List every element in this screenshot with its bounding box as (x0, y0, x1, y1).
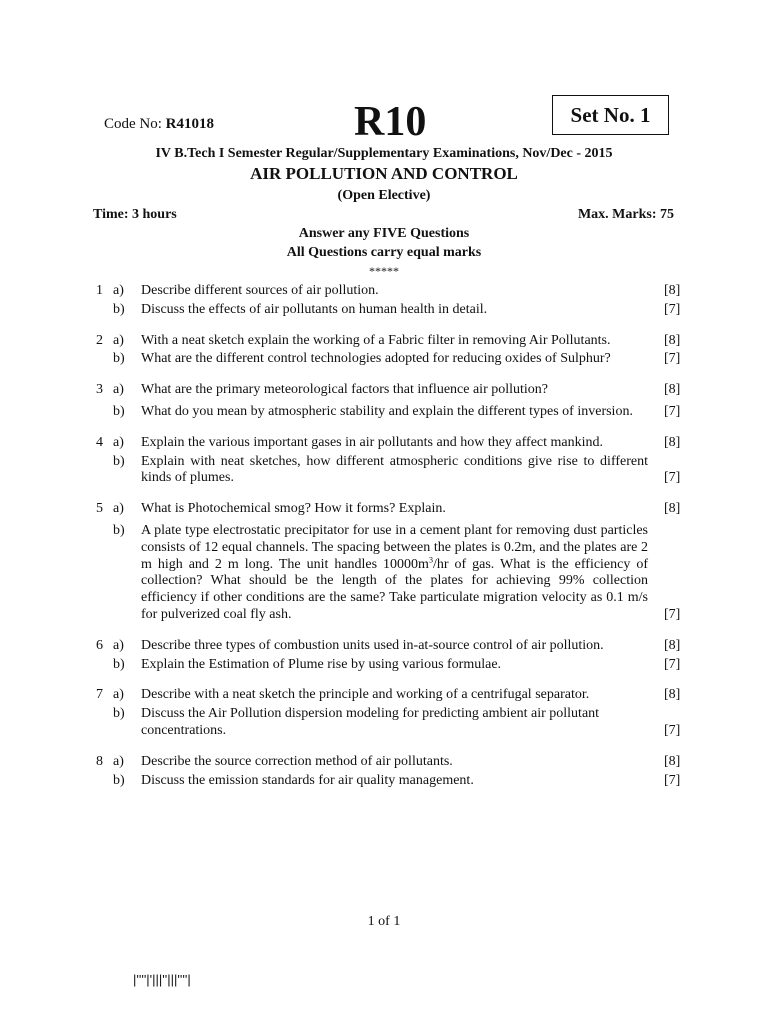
question-number: 5 (96, 501, 103, 517)
part-text: Explain with neat sketches, how different atmospheric conditions give rise to different kinds of plumes. (141, 453, 648, 486)
question-part (0, 435, 768, 452)
part-label: a) (113, 283, 124, 298)
part-marks: [8] (664, 687, 681, 703)
question-list (0, 283, 768, 803)
question-part (0, 657, 768, 674)
part-marks: [7] (664, 656, 681, 672)
part-text: What do you mean by atmospheric stability and explain the different types of inversion. (141, 403, 633, 419)
part-label: a) (113, 382, 124, 398)
part-label: b) (113, 656, 125, 672)
part-text-after: /hr of gas. What is the efficiency of collection? What should be the length of the plates for achieving 99% collection efficiency if other conditions are the same? Take particulate migration velocity as 0.1 m/s for pulverized coal fly ash. (141, 556, 648, 622)
instruction-answer: Answer any FIVE Questions (298, 226, 470, 241)
superscript: 3 (428, 554, 433, 564)
part-marks: [7] (664, 301, 681, 317)
code-value: R41018 (165, 116, 215, 132)
question-number: 1 (96, 283, 103, 298)
part-text: Describe three types of combustion units used in-at-source control of air pollution. (141, 637, 604, 653)
elective-label: (Open Elective) (337, 188, 431, 203)
question-number: 7 (96, 687, 103, 703)
question-part (0, 454, 768, 488)
part-label: a) (113, 637, 124, 653)
instruction-marks: All Questions carry equal marks (286, 245, 482, 260)
part-text: Describe different sources of air pollution. (141, 283, 379, 298)
question-part (0, 501, 768, 518)
question-part (0, 333, 768, 350)
part-label: b) (113, 706, 125, 722)
part-label: b) (113, 351, 125, 367)
part-text: Explain the Estimation of Plume rise by using various formulae. (141, 656, 502, 672)
part-text: Discuss the effects of air pollutants on human health in detail. (141, 301, 488, 317)
part-marks: [8] (664, 434, 681, 450)
question-part (0, 687, 768, 704)
regulation-code: R10 (354, 99, 427, 145)
part-marks: [8] (664, 501, 681, 517)
part-text: Describe with a neat sketch the principle and working of a centrifugal separator. (141, 687, 590, 703)
question-part (0, 706, 768, 740)
part-label: b) (113, 522, 125, 538)
part-text (141, 523, 648, 624)
question-2 (0, 333, 768, 369)
question-5 (0, 501, 768, 624)
question-number: 6 (96, 637, 103, 653)
question-7 (0, 687, 768, 739)
part-marks: [8] (664, 382, 681, 398)
question-number: 2 (96, 332, 103, 348)
question-1 (0, 283, 768, 319)
part-text: What are the primary meteorological factors that influence air pollution? (141, 382, 548, 398)
exam-title: IV B.Tech I Semester Regular/Supplementary Examinations, Nov/Dec - 2015 (155, 146, 613, 161)
question-part (0, 302, 768, 319)
question-part (0, 638, 768, 655)
set-number-box (552, 95, 669, 135)
question-8 (0, 754, 768, 790)
subject-title: AIR POLLUTION AND CONTROL (250, 164, 518, 183)
code-number (104, 116, 214, 133)
part-text: Explain the various important gases in air pollutants and how they affect mankind. (141, 434, 604, 450)
question-part (0, 773, 768, 790)
part-label: a) (113, 753, 124, 769)
part-marks: [8] (664, 753, 681, 769)
part-marks: [7] (664, 722, 681, 738)
part-text: With a neat sketch explain the working of a Fabric filter in removing Air Pollutants. (141, 332, 611, 348)
part-marks: [7] (664, 351, 681, 367)
part-text-before: A plate type electrostatic precipitator for use in a cement plant for removing dust particles consists of 12 equal channels. The spacing between the plates is 0.2m, and the plates are 2 m high and 2 m long. The unit handles 10000m (141, 522, 648, 572)
part-text: What is Photochemical smog? How it forms? Explain. (141, 501, 446, 517)
question-number: 4 (96, 434, 103, 450)
part-label: a) (113, 434, 124, 450)
question-part (0, 382, 768, 399)
part-marks: [8] (664, 332, 681, 348)
question-part (0, 351, 768, 368)
question-part (0, 404, 768, 421)
part-text: Discuss the Air Pollution dispersion modeling for predicting ambient air pollutant concentrations. (141, 706, 600, 738)
question-number: 3 (96, 382, 103, 398)
part-marks: [7] (664, 470, 681, 486)
part-marks: [7] (664, 403, 681, 419)
max-marks: Max. Marks: 75 (577, 207, 674, 222)
question-4 (0, 435, 768, 487)
question-part (0, 523, 768, 624)
part-marks: [8] (664, 283, 681, 298)
part-text: Describe the source correction method of air pollutants. (141, 753, 453, 769)
part-marks: [8] (664, 637, 681, 653)
part-marks: [7] (664, 606, 681, 622)
part-label: a) (113, 501, 124, 517)
part-label: b) (113, 403, 125, 419)
question-number: 8 (96, 753, 103, 769)
separator: ***** (369, 264, 399, 278)
time-allowed: Time: 3 hours (93, 207, 177, 222)
part-label: b) (113, 772, 125, 788)
question-part (0, 754, 768, 771)
part-text: Discuss the emission standards for air quality management. (141, 772, 474, 788)
barcode: |''''|'|||''|||''''| (133, 972, 191, 987)
part-label: a) (113, 332, 124, 348)
part-label: a) (113, 687, 124, 703)
question-6 (0, 638, 768, 674)
part-label: b) (113, 453, 125, 469)
part-text: What are the different control technologies adopted for reducing oxides of Sulphur? (141, 351, 611, 367)
question-3 (0, 382, 768, 421)
question-part (0, 283, 768, 300)
part-marks: [7] (664, 772, 681, 788)
part-label: b) (113, 301, 125, 317)
page-number: 1 of 1 (367, 914, 401, 929)
code-label: Code No: (104, 116, 162, 132)
set-number: Set No. 1 (570, 102, 651, 127)
